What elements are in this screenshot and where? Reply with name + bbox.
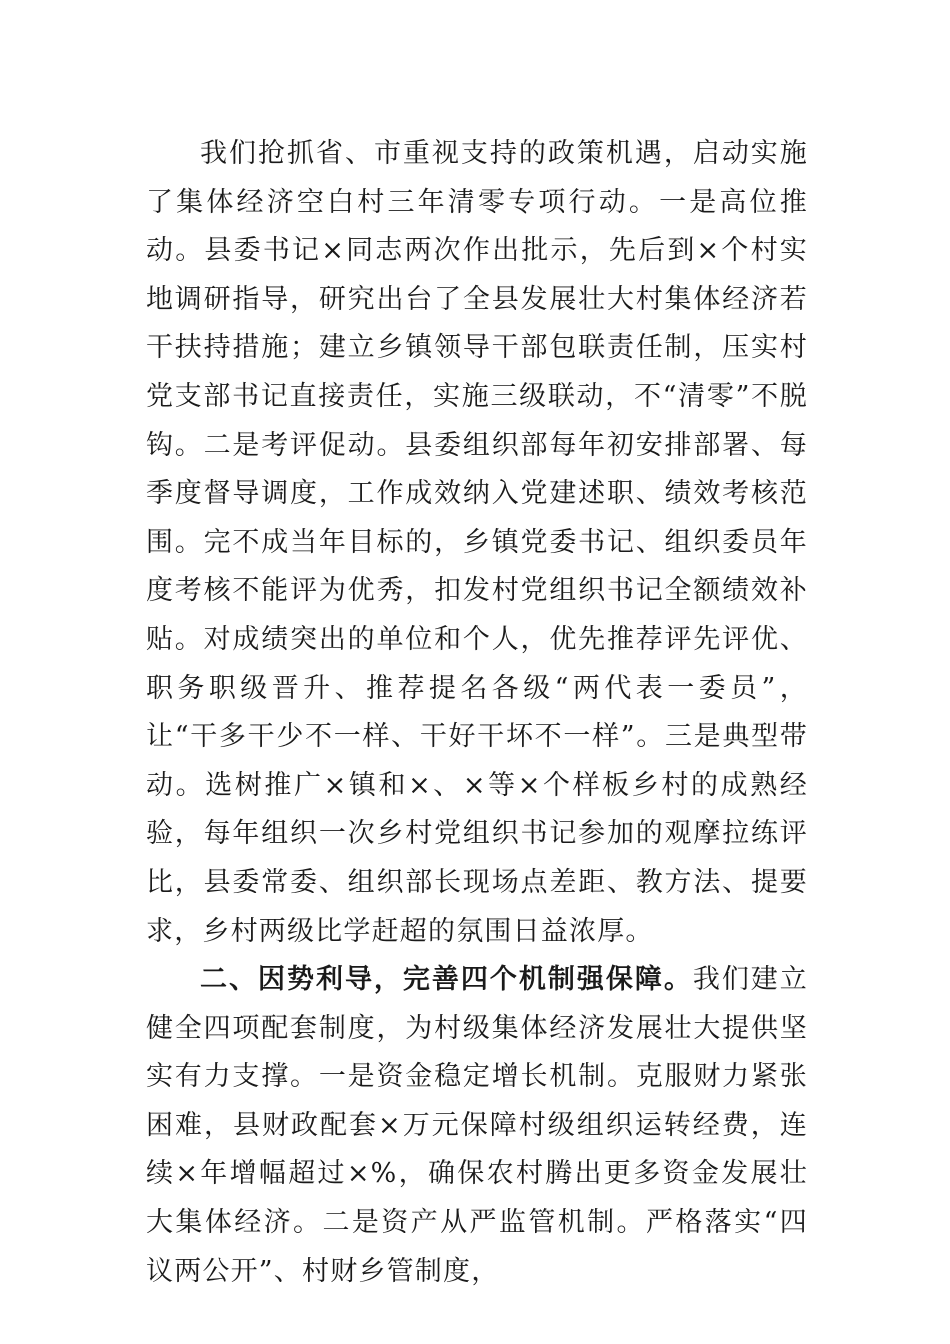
paragraph-four-mechanisms: [146, 956, 808, 1296]
section-heading: 二、因势利导，完善四个机制强保障。: [200, 964, 693, 996]
paragraph-text: 我们建立健全四项配套制度，为村级集体经济发展壮大提供坚实有力支撑。一是资金稳定增长机制。克服财力紧张困难，县财政配套×万元保障村级组织运转经费，连续×年增幅超过×%，确保农村腾出更多资金发展壮大集体经济。二是资产从严监管机制。严格落实“四议两公开”、村财乡管制度，: [146, 964, 808, 1287]
paragraph-text: 我们抢抓省、市重视支持的政策机遇，启动实施了集体经济空白村三年清零专项行动。一是高位推动。县委书记×同志两次作出批示，先后到×个村实地调研指导，研究出台了全县发展壮大村集体经济若干扶持措施；建立乡镇领导干部包联责任制，压实村党支部书记直接责任，实施三级联动，不“清零”不脱钩。二是考评促动。县委组织部每年初安排部署、每季度督导调度，工作成效纳入党建述职、绩效考核范围。完不成当年目标的，乡镇党委书记、组织委员年度考核不能评为优秀，扣发村党组织书记全额绩效补贴。对成绩突出的单位和个人，优先推荐评先评优、职务职级晋升、推荐提名各级“两代表一委员”，让“干多干少不一样、干好干坏不一样”。三是典型带动。选树推广×镇和×、×等×个样板乡村的成熟经验，每年组织一次乡村党组织书记参加的观摩拉练评比，县委常委、组织部长现场点差距、教方法、提要求，乡村两级比学赶超的氛围日益浓厚。: [146, 138, 808, 947]
paragraph-collective-economy-action: [146, 130, 808, 956]
document-body: [146, 130, 808, 1296]
